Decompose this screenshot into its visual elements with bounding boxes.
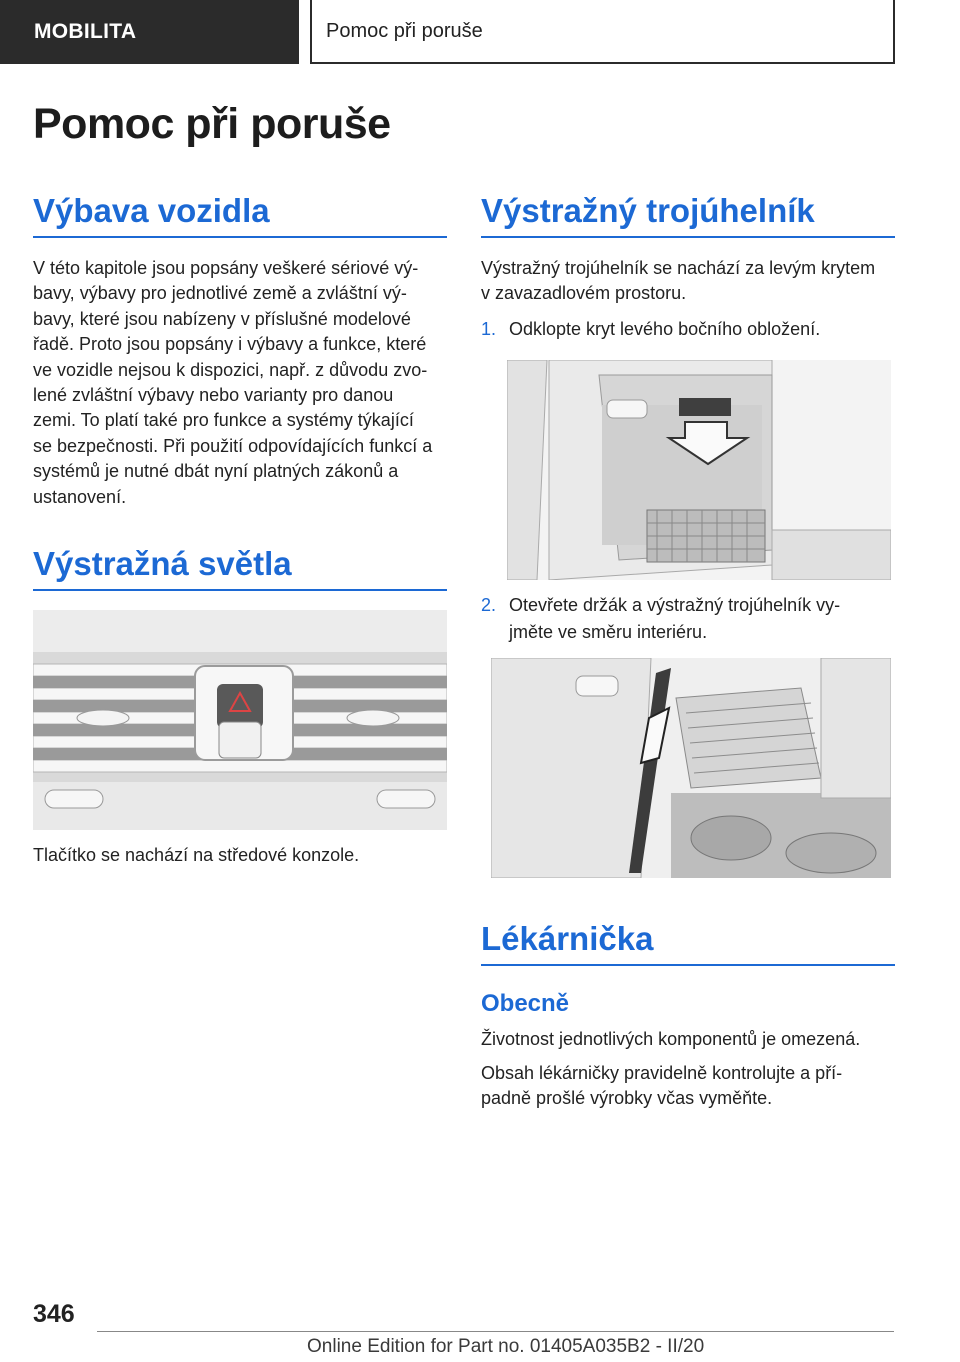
text-line: zemi. To platí také pro funkce a systémy týkající — [33, 410, 414, 431]
text-line: v zavazadlovém prostoru. — [481, 283, 687, 304]
section-tab — [0, 0, 299, 64]
step-text — [509, 592, 840, 646]
caption-svetla: Tlačítko se nachází na středové konzole. — [33, 845, 360, 865]
text-line: ustanovení. — [33, 486, 127, 507]
text-line: bavy, které jsou nabízeny v příslušné modelové — [33, 308, 411, 329]
text-line: Obsah lékárničky pravidelně kontrolujte a pří‐ — [481, 1063, 843, 1083]
footer-rule — [97, 1331, 894, 1332]
hazard-button-image — [33, 610, 447, 830]
text-line: jměte ve směru interiéru. — [509, 622, 708, 642]
heading-svetla: Výstražná světla — [33, 545, 447, 591]
paragraph-vybava — [33, 256, 453, 510]
step-text: Odklopte kryt levého bočního obložení. — [509, 319, 821, 339]
page-number: 346 — [33, 1300, 75, 1328]
text-line: systémů je nutné dbát nyní platných zákonů a — [33, 461, 399, 482]
text-line: řadě. Proto jsou popsány i výbavy a funkce, které — [33, 334, 427, 355]
heading-trojuhelnik: Výstražný trojúhelník — [481, 192, 895, 238]
text-line: V této kapitole jsou popsány veškeré sériové vý‐ — [33, 258, 419, 278]
text-line: Výstražný trojúhelník se nachází za levým krytem — [481, 258, 876, 278]
text-line: bavy, výbavy pro jednotlivé země a zvláštní vý‐ — [33, 283, 407, 304]
step-number: 1. — [481, 319, 497, 339]
heading-lekarnicka: Lékárnička — [481, 920, 895, 966]
text-line: Otevřete držák a výstražný trojúhelník vy‐ — [509, 595, 841, 615]
side-cover-image — [507, 360, 891, 580]
text-line: ve vozidle nejsou k dispozici, např. z důvodu zvo‐ — [33, 359, 428, 380]
step-1 — [481, 316, 820, 343]
paragraph-lekarnicka-1: Životnost jednotlivých komponentů je omezená. — [481, 1029, 861, 1049]
subheading-obecne: Obecně — [481, 990, 570, 1017]
section-label: MOBILITA — [34, 20, 137, 43]
paragraph-lekarnicka-2 — [481, 1061, 901, 1112]
chapter-label: Pomoc při poruše — [326, 19, 483, 42]
text-line: padně prošlé výrobky včas vyměňte. — [481, 1088, 773, 1109]
text-line: lené zvláštní výbavy nebo varianty pro danou — [33, 385, 394, 406]
chapter-tab — [312, 0, 895, 64]
text-line: se bezpečnosti. Při použití odpovídajících funkcí a — [33, 435, 433, 456]
heading-vybava: Výbava vozidla — [33, 192, 447, 238]
triangle-holder-image — [491, 658, 891, 878]
footer-edition: Online Edition for Part no. 01405A035B2 - II/20 — [307, 1336, 705, 1357]
step-2 — [481, 592, 840, 646]
step-number: 2. — [481, 595, 497, 615]
page-title: Pomoc při poruše — [33, 100, 391, 148]
paragraph-trojuhelnik-intro — [481, 256, 901, 307]
